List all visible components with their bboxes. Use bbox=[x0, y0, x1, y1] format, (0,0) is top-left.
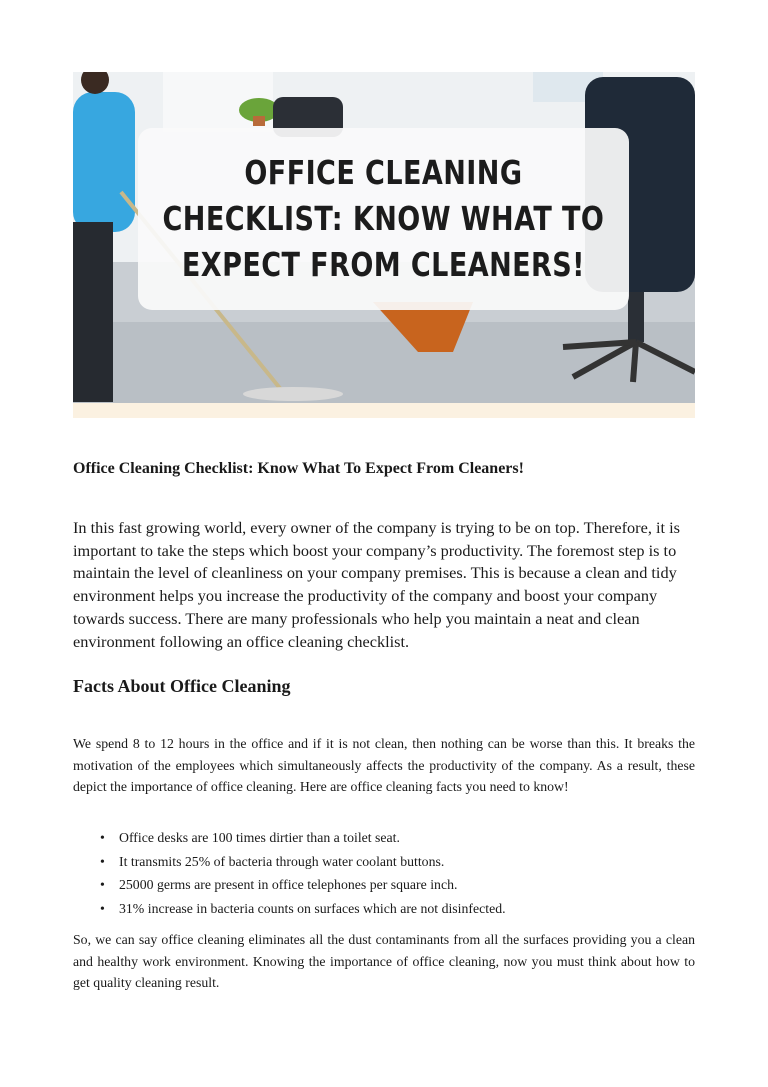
facts-paragraph: We spend 8 to 12 hours in the office and if it is not clean, then nothing can be worse than this. It breaks the motivation of the employees which simultaneously affects the productivity of the company. As a result, these depict the importance of office cleaning. Here are office cleaning facts you need to know! bbox=[73, 736, 695, 794]
facts-list bbox=[73, 826, 695, 920]
hero-title-line: EXPECT FROM CLEANERS! bbox=[181, 245, 586, 284]
list-item: • It transmits 25% of bacteria through water coolant buttons. bbox=[73, 850, 695, 874]
list-item: • Office desks are 100 times dirtier than a toilet seat. bbox=[73, 826, 695, 850]
hero-title-card bbox=[138, 128, 629, 310]
hero-title bbox=[163, 150, 605, 288]
hero-bottom-strip bbox=[73, 403, 695, 418]
hero-image bbox=[73, 72, 695, 418]
hero-title-line: OFFICE CLEANING bbox=[244, 153, 523, 192]
hero-title-line: CHECKLIST: KNOW WHAT TO bbox=[162, 199, 605, 238]
conclusion-paragraph: So, we can say office cleaning eliminates all the dust contaminants from all the surfaces providing you a clean and healthy work environment. Knowing the importance of office cleaning, now you must think about how to get quality cleaning result. bbox=[73, 932, 695, 990]
list-item: • 25000 germs are present in office telephones per square inch. bbox=[73, 873, 695, 897]
document-title: Office Cleaning Checklist: Know What To Expect From Cleaners! bbox=[73, 460, 524, 477]
intro-paragraph: In this fast growing world, every owner of the company is trying to be on top. Therefore, it is important to take the steps which boost your company’s productivity. The foremost step is to maintain the level of cleanliness on your company premises. This is because a clean and tidy environment helps you increase the productivity of the company and boost your company towards success. There are many professionals who help you maintain a neat and clean environment following an office cleaning checklist. bbox=[73, 518, 680, 651]
facts-heading: Facts About Office Cleaning bbox=[73, 676, 291, 696]
list-item: • 31% increase in bacteria counts on surfaces which are not disinfected. bbox=[73, 897, 695, 921]
